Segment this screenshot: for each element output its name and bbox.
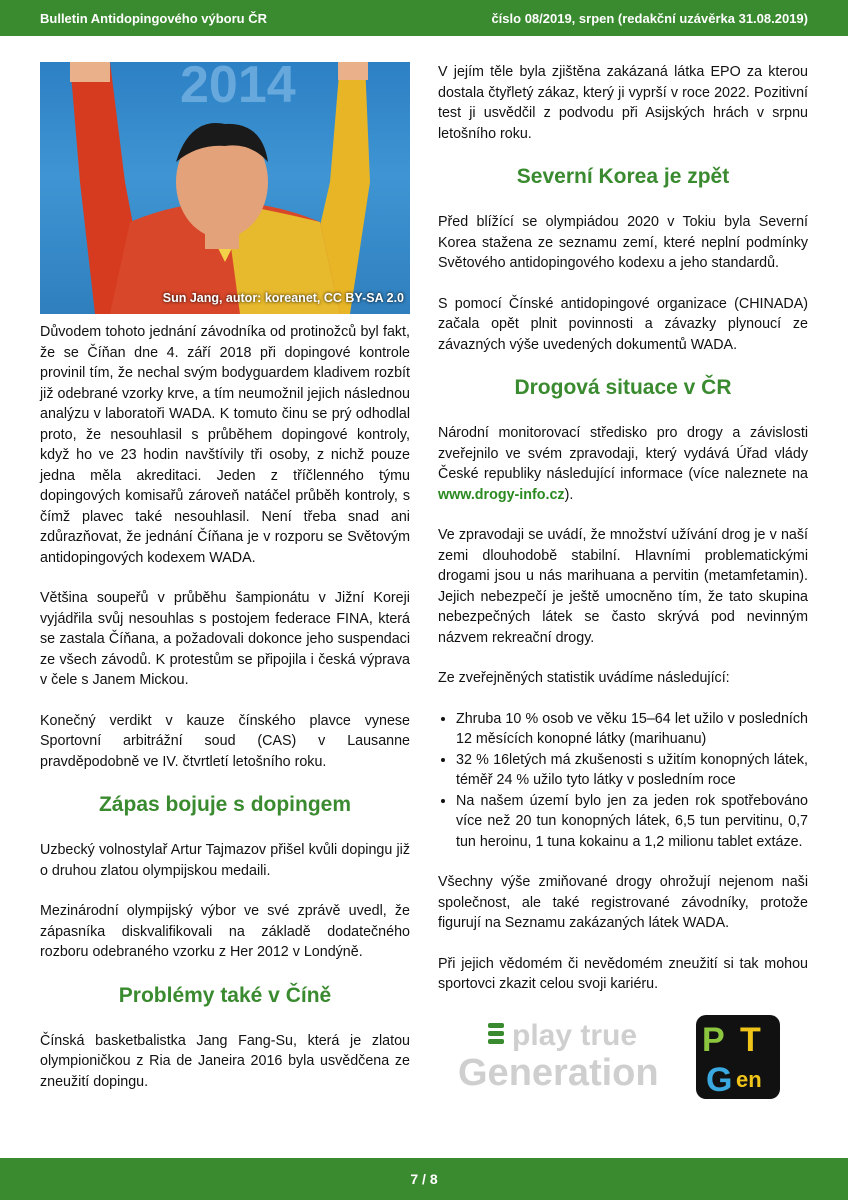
paragraph: Důvodem tohoto jednání závodníka od protinožců byl fakt, že se Číňan dne 4. září 2018 při dopingové kontrole provinil tím, že nechal svým bodyguardem kladivem rozbít již odebrané vzorky krve, a tím neumožnil jejich následnou analýzu v laboratoři WADA. K tomuto činu se prý odhodlal proto, že nesouhlasil s průběhem dopingové kontroly, když ho ve 23 hodin navštívily tři osoby, z nichž pouze jedna měla akreditaci. Jeden z tříčlenného týmu dopingových komisařů zároveň natáčel průběh kontroly, s čímž plavec také nesouhlasil. Není třeba snad ani zdůrazňovat, že jednání Číňana je v rozporu se Světovým antidopingových kodexem WADA. <box>40 324 410 566</box>
header-bar <box>0 0 848 36</box>
section-heading-china: Problémy také v Číně <box>118 983 332 1007</box>
issue-info: číslo 08/2019, srpen (redakční uzávěrka 31.08.2019) <box>491 10 808 26</box>
paragraph: S pomocí Čínské antidopingové organizace (CHINADA) začala opět plnit povinnosti a závazky plynoucí ze závazných výše uvedených dokumentů WADA. <box>438 295 808 353</box>
paragraph: Před blížící se olympiádou 2020 v Tokiu byla Severní Korea stažena ze seznamu zemí, které neplní podmínky Světového antidopingového kodexu a jeho standardů. <box>438 214 808 271</box>
badge-letters-en: en <box>736 1066 762 1092</box>
paragraph: Při jejich vědomém či nevědomém zneužití si tak mohou sportovci zkazit celou svoji kariéru. <box>438 955 808 992</box>
text-after-link: ). <box>564 486 574 503</box>
play-true-generation-logo <box>458 1015 708 1095</box>
section-heading-drugs: Drogová situace v ČR <box>514 376 732 399</box>
paragraph: Ve zpravodaji se uvádí, že množství užívání drog je v naší zemi dlouhodobě stabilní. Hlavními problematickými drogami jsou u nás marihuana a pervitin (metamfetamin). Jejich nebezpečí je ještě umocněno tím, že tato skupina nebezpečných látek se často skrývá pod nevinným názvem rekreační drogy. <box>438 527 808 646</box>
paragraph: Všechny výše zmiňované drogy ohrožují nejenom naši společnost, ale také registrované závodníky, protože figurují na Seznamu zakázaných látek WADA. <box>438 874 808 931</box>
paragraph-with-link <box>438 423 808 505</box>
bulletin-title: Bulletin Antidopingového výboru ČR <box>40 10 268 26</box>
list-item: • 32 % 16letých má zkušenosti s užitím konopných látek, téměř 24 % užilo tyto látky v posledním roce <box>456 750 808 791</box>
paragraph: Mezinárodní olympijský výbor ve své zprávě uvedl, že zápasníka diskvalifikovali na základě dodatečného rozboru odebraného vzorku z Her 2012 v Londýně. <box>40 903 410 960</box>
paragraph: Ze zveřejněných statistik uvádíme následující: <box>438 670 730 686</box>
statistics-list <box>438 709 808 853</box>
play-true-text: play true <box>512 1018 638 1052</box>
photo-banner-text: 2014 <box>180 62 296 114</box>
article-photo <box>40 62 410 314</box>
ptg-badge-logo <box>696 1015 780 1099</box>
paragraph: Většina soupeřů v průběhu šampionátu v Jižní Koreji vyjádřila svůj nesouhlas s postojem federace FINA, která se zastala Číňana, a požadovali dokonce jeho suspendaci ze všech závodů. K protestům se připojila i česká výprava v čele s Janem Mickou. <box>40 590 410 688</box>
badge-letter-g: G <box>706 1060 733 1099</box>
text-before-link: Národní monitorovací středisko pro drogy a závislosti zveřejnilo ve svém zpravodaji, který vydává Úřad vlády České republiky následující informace (více naleznete na <box>438 425 808 482</box>
paragraph: V jejím těle byla zjištěna zakázaná látka EPO za kterou dostala čtyřletý zákaz, který ji vyprší v roce 2022. Pozitivní test ji usvědčil z podvodu při Asijských hrách v srpnu letošního roku. <box>438 64 808 142</box>
section-heading-korea: Severní Korea je zpět <box>516 165 730 188</box>
list-item: • Zhruba 10 % osob ve věku 15–64 let užilo v posledních 12 měsících konopné látky (marihuanu) <box>456 709 808 750</box>
page-number: 7 / 8 <box>410 1171 438 1187</box>
logos-area <box>438 1015 808 1105</box>
footer-bar <box>0 1158 848 1200</box>
list-item: • Na našem území bylo jen za jeden rok spotřebováno více než 20 tun konopných látek, 6,5 tun pervitinu, 0,7 tun heroinu, 1 tuna kokainu a 1,2 milionu tablet extáze. <box>456 791 808 853</box>
paragraph: Uzbecký volnostylař Artur Tajmazov přišel kvůli dopingu již o druhou zlatou olympijskou medaili. <box>40 842 410 879</box>
paragraph: Čínská basketbalistka Jang Fang-Su, která je zlatou olympioničkou z Ria de Janeira 2016 byla usvědčena ze zneužití dopingu. <box>40 1032 410 1090</box>
photo-caption: Sun Jang, autor: koreanet, CC BY-SA 2.0 <box>162 290 404 305</box>
swimmer-illustration <box>40 62 410 314</box>
generation-text: Generation <box>458 1051 659 1094</box>
section-heading-wrestling: Zápas bojuje s dopingem <box>98 793 352 816</box>
left-column <box>40 62 410 1112</box>
right-column <box>438 62 808 1105</box>
paragraph: Konečný verdikt v kauze čínského plavce vynese Sportovní arbitrážní soud (CAS) v Lausanne pravděpodobně ve IV. čtvrtletí letošního roku. <box>40 712 410 770</box>
drogy-info-link[interactable]: www.drogy-info.cz <box>438 486 565 503</box>
badge-letter-p: P <box>702 1020 725 1059</box>
badge-letter-t: T <box>740 1020 761 1059</box>
